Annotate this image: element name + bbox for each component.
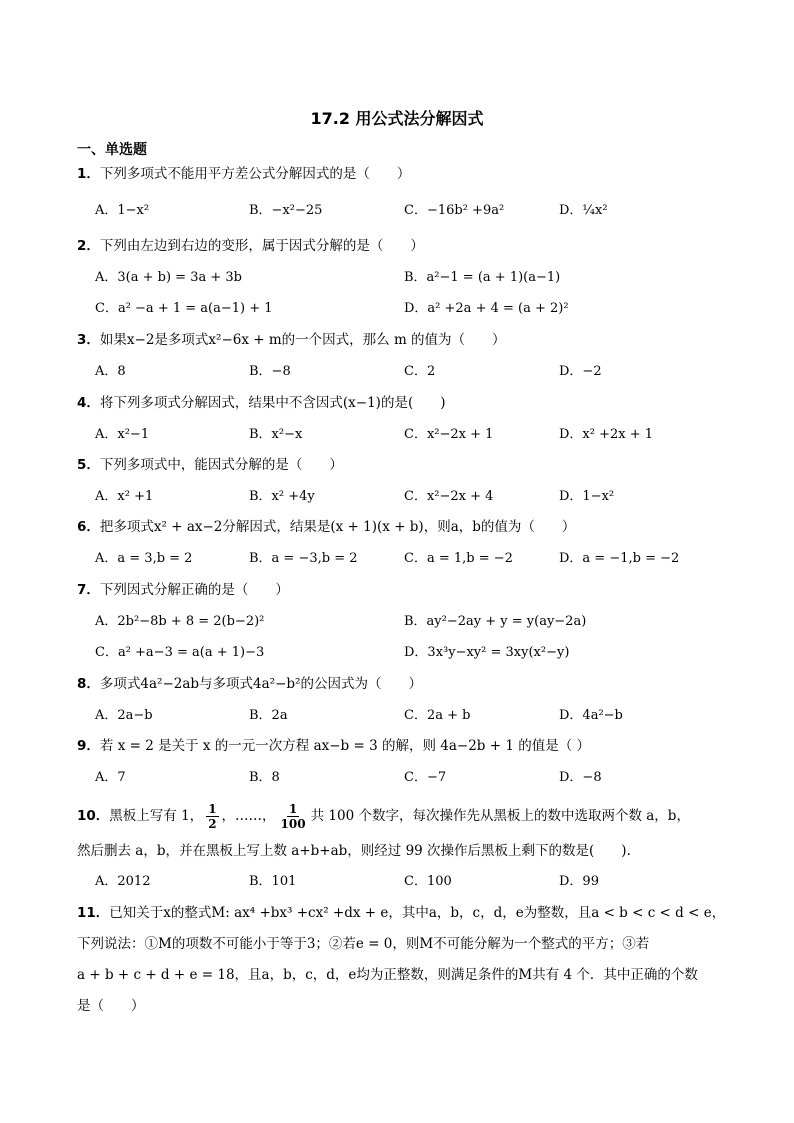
question-10 (77, 800, 690, 832)
option-d: D．1−x² (559, 489, 615, 504)
fraction (206, 802, 218, 831)
option-b: B．101 (249, 874, 297, 889)
question-11-line-4: 是（ ） (77, 998, 145, 1014)
question-text: 已知关于x的整式M: ax⁴ +bx³ +cx² +dx + e，其中a，b，c，d，e为整数，且a < b < c < d < e， (109, 905, 726, 921)
option-c: C．x²−2x + 4 (404, 489, 494, 504)
option-a: A．2b²−8b + 8 = 2(b−2)² (95, 614, 265, 629)
fraction-denominator: 2 (208, 817, 217, 831)
option-a: A．x²−1 (95, 427, 150, 442)
option-b: B．−8 (249, 364, 291, 379)
option-c: C．−7 (404, 770, 447, 785)
fraction-denominator: 100 (280, 817, 306, 831)
option-a: A．2012 (95, 874, 151, 889)
option-d: D．−8 (559, 770, 602, 785)
option-c: C．a = 1,b = −2 (404, 551, 513, 566)
question-7 (77, 580, 289, 600)
question-number: 2． (77, 238, 100, 254)
section-heading: 一、单选题 (77, 142, 147, 158)
option-a: A．3(a + b) = 3a + 3b (95, 270, 242, 285)
option-b: B．−x²−25 (249, 203, 323, 218)
question-text: 下列多项式不能用平方差公式分解因式的是（ ） (99, 166, 411, 182)
question-text: 黑板上写有 1， (109, 808, 204, 824)
option-c: C．−16b² +9a² (404, 203, 505, 218)
question-number: 1． (77, 166, 100, 182)
option-a: A．2a−b (95, 708, 153, 723)
option-b: B．a = −3,b = 2 (249, 551, 358, 566)
option-b: B．a²−1 = (a + 1)(a−1) (404, 270, 561, 285)
option-c: C．2 (404, 364, 436, 379)
option-a: A．x² +1 (95, 489, 154, 504)
question-number: 5． (77, 457, 100, 473)
option-b: B．ay²−2ay + y = y(ay−2a) (404, 614, 587, 629)
question-text: 将下列多项式分解因式，结果中不含因式(x−1)的是( ) (99, 395, 446, 411)
option-d: D．3x³y−xy² = 3xy(x²−y) (404, 645, 570, 660)
question-2 (77, 236, 424, 256)
page-title: 17.2 用公式法分解因式 (310, 109, 484, 128)
option-d: D．a² +2a + 4 = (a + 2)² (404, 301, 569, 316)
option-d: D．4a²−b (559, 708, 623, 723)
question-number: 9． (77, 738, 100, 754)
option-c: C．100 (404, 874, 452, 889)
option-d: D．−2 (559, 364, 602, 379)
question-text: 下列多项式中，能因式分解的是（ ） (99, 457, 343, 473)
question-4 (77, 393, 446, 413)
option-a: A．8 (95, 364, 126, 379)
option-b: B．8 (249, 770, 280, 785)
option-c: C．2a + b (404, 708, 471, 723)
option-c: C．a² +a−3 = a(a + 1)−3 (95, 645, 265, 660)
option-b: B．x² +4y (249, 489, 315, 504)
option-a: A．1−x² (95, 203, 150, 218)
question-11-line-2: 下列说法：①M的项数不可能小于等于3；②若e = 0，则M不可能分解为一个整式的平方；③若 (77, 936, 650, 952)
option-d: D．x² +2x + 1 (559, 427, 654, 442)
question-text: ，……， (221, 808, 276, 824)
question-text: 若 x = 2 是关于 x 的一元一次方程 ax−b = 3 的解，则 4a−2b + 1 的值是（ ） (99, 738, 590, 754)
option-c: C．x²−2x + 1 (404, 427, 494, 442)
option-a: A．a = 3,b = 2 (95, 551, 193, 566)
option-b: B．2a (249, 708, 288, 723)
question-5 (77, 455, 343, 475)
question-text: 多项式4a²−2ab与多项式4a²−b²的公因式为（ ） (99, 676, 422, 692)
question-text: 共 100 个数字，每次操作先从黑板上的数中选取两个数 a，b， (310, 808, 690, 824)
option-d: D．99 (559, 874, 599, 889)
question-11-line-3: a + b + c + d + e = 18，且a，b，c，d，e均为正整数，则满足条件的M共有 4 个．其中正确的个数 (77, 967, 698, 983)
question-6 (77, 517, 575, 537)
fraction (279, 802, 308, 831)
question-1 (77, 164, 410, 184)
question-text: 把多项式x² + ax−2分解因式，结果是(x + 1)(x + b)，则a，b的值为（ ） (99, 519, 576, 535)
question-number: 8． (77, 676, 100, 692)
question-text: 如果x−2是多项式x²−6x + m的一个因式，那么 m 的值为（ ） (99, 332, 506, 348)
question-number: 11． (77, 905, 110, 921)
question-number: 3． (77, 332, 100, 348)
option-c: C．a² −a + 1 = a(a−1) + 1 (95, 301, 273, 316)
question-9 (77, 736, 590, 756)
question-text: 下列因式分解正确的是（ ） (99, 582, 289, 598)
question-number: 10． (77, 808, 110, 824)
option-b: B．x²−x (249, 427, 303, 442)
question-10-line-2: 然后删去 a，b，并在黑板上写上数 a+b+ab，则经过 99 次操作后黑板上剩下的数是( ). (77, 843, 631, 859)
question-text: 下列由左边到右边的变形，属于因式分解的是（ ） (99, 238, 424, 254)
question-8 (77, 674, 422, 694)
question-number: 6． (77, 519, 100, 535)
option-a: A．7 (95, 770, 126, 785)
fraction-numerator: 1 (288, 802, 298, 816)
fraction-numerator: 1 (208, 802, 217, 816)
question-number: 4． (77, 395, 100, 411)
option-d: D．a = −1,b = −2 (559, 551, 680, 566)
question-3 (77, 330, 506, 350)
question-number: 7． (77, 582, 100, 598)
question-11 (77, 903, 725, 923)
option-d: D．¼x² (559, 203, 608, 218)
